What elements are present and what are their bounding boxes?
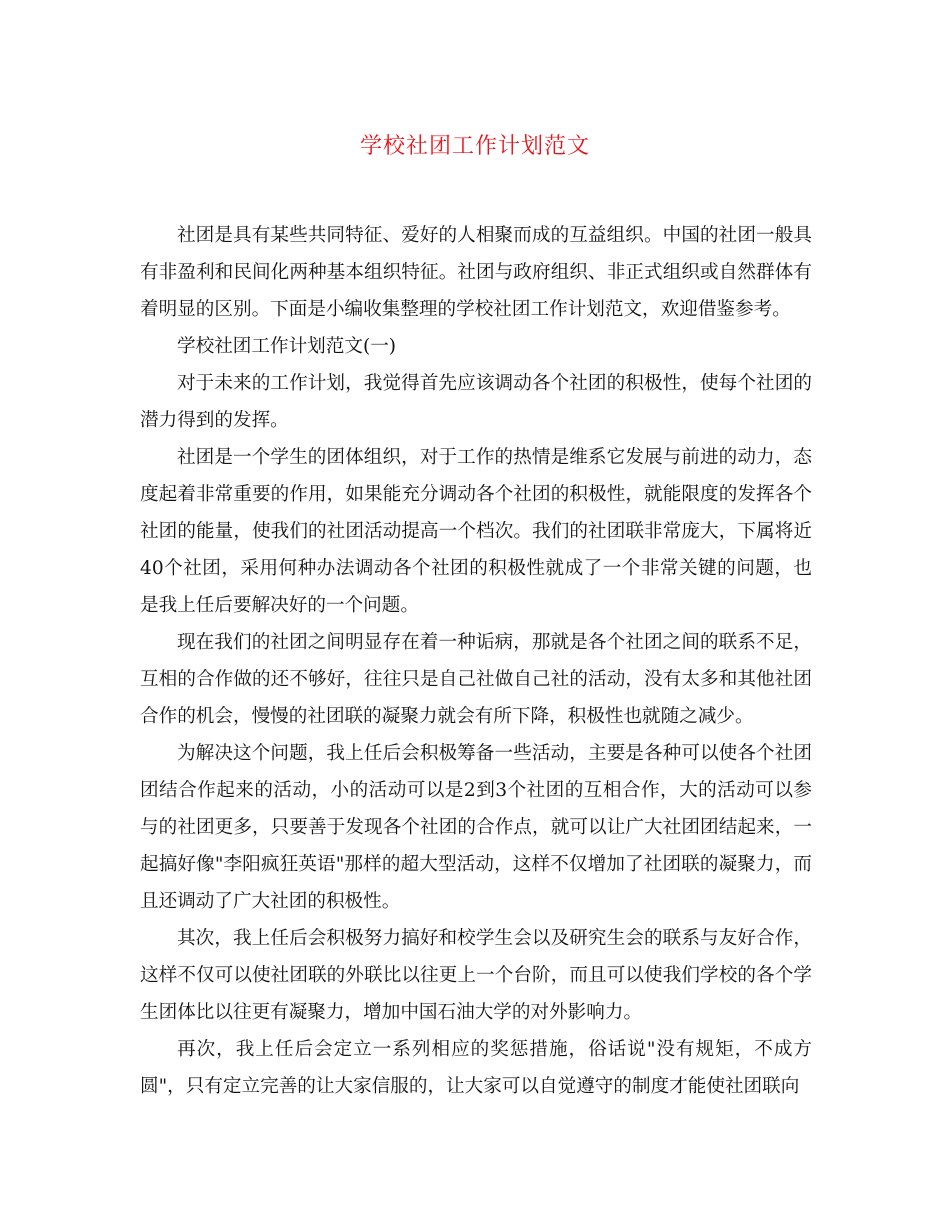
- body-paragraph: 对于未来的工作计划，我觉得首先应该调动各个社团的积极性，使每个社团的潜力得到的发挥。: [140, 373, 812, 431]
- intro-paragraph: 社团是具有某些共同特征、爱好的人相聚而成的互益组织。中国的社团一般具有非盈利和民间化两种基本组织特征。社团与政府组织、非正式组织或自然群体有着明显的区别。下面是小编收集整理的学校社团工作计划范文，欢迎借鉴参考。: [140, 225, 812, 320]
- body-paragraph: 社团是一个学生的团体组织，对于工作的热情是维系它发展与前进的动力，态度起着非常重要的作用，如果能充分调动各个社团的积极性，就能限度的发挥各个社团的能量，使我们的社团活动提高一个档次。我们的社团联非常庞大，下属将近40个社团，采用何种办法调动各个社团的积极性就成了一个非常关键的问题，也是我上任后要解决好的一个问题。: [140, 447, 812, 616]
- document-body: [140, 217, 812, 1105]
- body-paragraph: 为解决这个问题，我上任后会积极筹备一些活动，主要是各种可以使各个社团团结合作起来的活动，小的活动可以是2到3个社团的互相合作，大的活动可以参与的社团更多，只要善于发现各个社团的合作点，就可以让广大社团团结起来，一起搞好像"李阳疯狂英语"那样的超大型活动，这样不仅增加了社团联的凝聚力，而且还调动了广大社团的积极性。: [140, 743, 812, 912]
- body-paragraph: 其次，我上任后会积极努力搞好和校学生会以及研究生会的联系与友好合作，这样不仅可以使社团联的外联比以往更上一个台阶，而且可以使我们学校的各个学生团体比以往更有凝聚力，增加中国石油大学的对外影响力。: [140, 928, 812, 1023]
- document-title: 学校社团工作计划范文: [359, 134, 590, 159]
- section-heading: 学校社团工作计划范文(一): [177, 336, 397, 357]
- body-paragraph: 现在我们的社团之间明显存在着一种诟病，那就是各个社团之间的联系不足，互相的合作做的还不够好，往往只是自己社做自己社的活动，没有太多和其他社团合作的机会，慢慢的社团联的凝聚力就会有所下降，积极性也就随之减少。: [140, 632, 812, 727]
- body-paragraph: 再次，我上任后会定立一系列相应的奖惩措施，俗话说"没有规矩，不成方圆"，只有定立完善的让大家信服的，让大家可以自觉遵守的制度才能使社团联向: [140, 1039, 812, 1097]
